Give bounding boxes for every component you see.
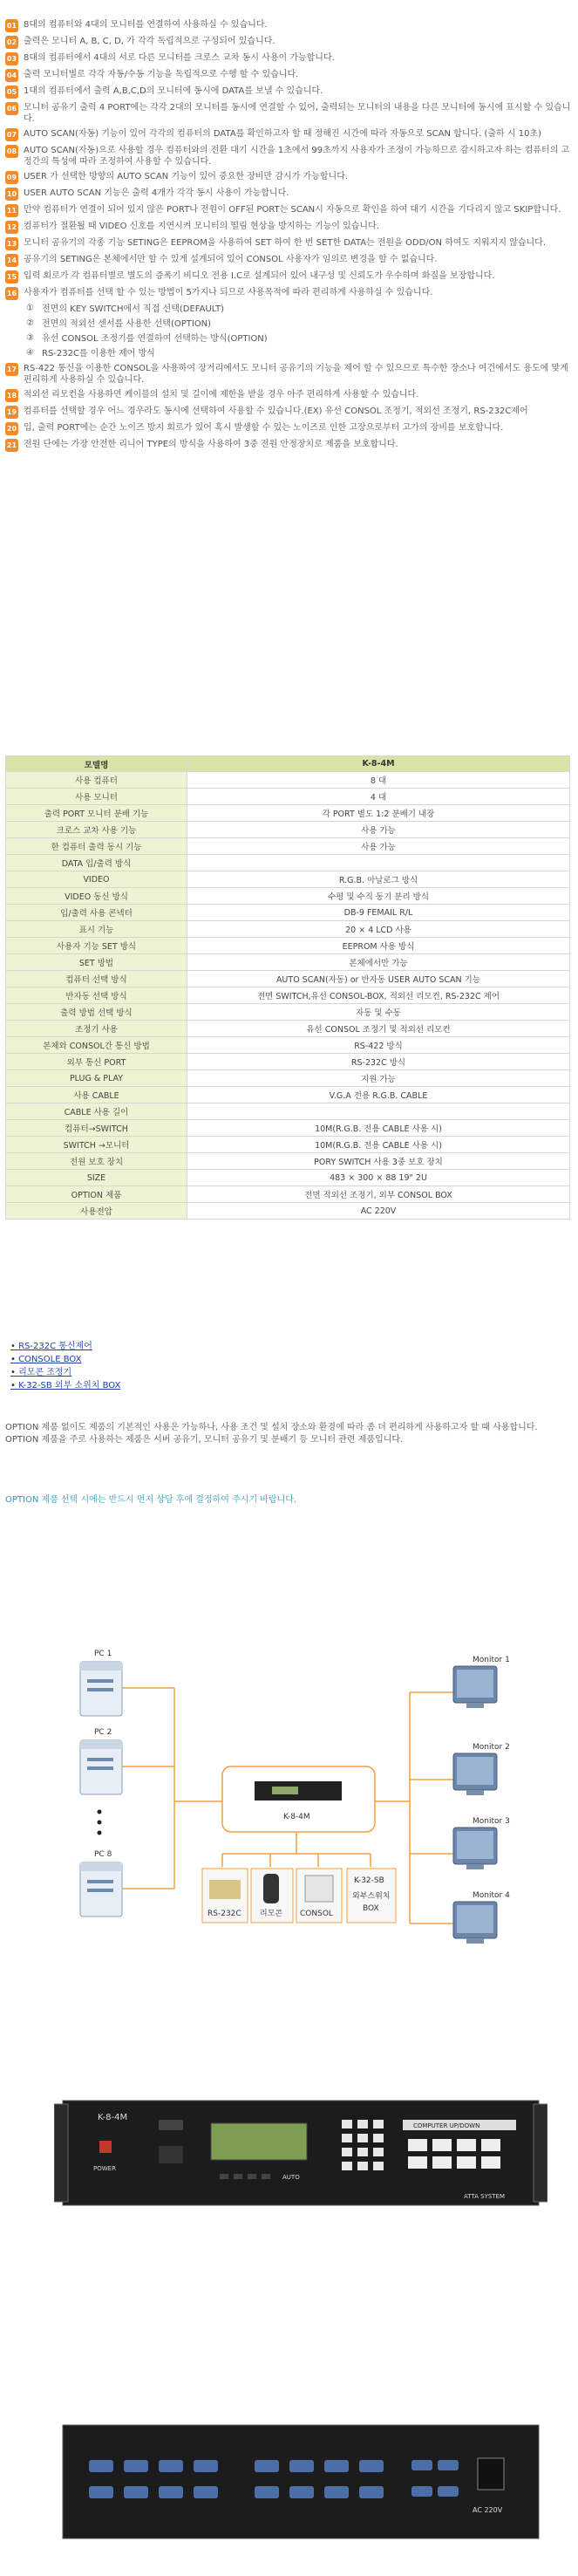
front-model-label: K-8-4M [98,2113,128,2122]
pc-8-icon [80,1862,122,1917]
spec-label: SWITCH →모니터 [6,1137,187,1153]
auto-label: AUTO [282,2174,300,2181]
spec-row [6,888,570,905]
feature-number-badge: 04 [5,69,18,82]
feature-item [5,188,572,201]
spec-row [6,987,570,1004]
pc-1-icon [80,1662,122,1716]
lcd-display [211,2123,307,2160]
feature-number-badge: 07 [5,128,18,141]
spec-row [6,1153,570,1170]
feature-item [5,36,572,49]
spec-row [6,1004,570,1021]
spec-row [6,1120,570,1137]
spec-row [6,954,570,971]
monitor-1-label: Monitor 1 [473,1656,510,1664]
selection-method-text: 유선 CONSOL 조정기를 연결하여 선택하는 방식(OPTION) [42,334,268,344]
monitor-2-icon [453,1753,497,1795]
feature-item [5,439,572,452]
feature-text: AUTO SCAN(자동)으로 사용할 경우 컴퓨터와의 전환 대기 시간을 1초에서 99초까지 사용자가 조정이 가능하므로 감시하고자 하는 컴퓨터의 고정간의 특성에 따라 조정하여 사용할 수 있습니다. [24,146,570,167]
spec-label: DATA 입/출력 방식 [6,855,187,871]
feature-text: 모니터 공유기의 각종 기능 SETING은 EEPROM을 사용하여 SET 하여 한 번 SET한 DATA는 전원을 ODD/ON 하여도 지워지지 않습니다. [24,238,547,248]
spec-value: 10M(R.G.B. 전용 CABLE 사용 시) [187,1120,570,1137]
spec-label: 사용 CABLE [6,1087,187,1104]
spec-label: SIZE [6,1170,187,1186]
front-panel-photo [54,2085,547,2216]
feature-text: 1대의 컴퓨터에서 출력 A,B,C,D의 모니터에 동시에 DATA를 보낼 수 있습니다. [24,86,323,96]
feature-text: 컴퓨터가 절환될 때 VIDEO 신호를 지연시켜 모니터의 떨림 현상을 방지하는 기능이 있습니다. [24,222,379,231]
monitor-3-icon [453,1828,497,1869]
pc-2-icon [80,1740,122,1794]
spec-value: DB-9 FEMAIL R/L [187,905,570,921]
spec-label: VIDEO 동신 방식 [6,888,187,905]
computer-updown-label: COMPUTER UP/DOWN [413,2122,480,2129]
option-paragraph-line2: OPTION 제품을 주로 사용하는 제품은 서버 공유기, 모니터 공유기 및 분배기 등 모니터 관련 제품입니다. [5,1435,404,1445]
spec-value: 자동 및 수동 [187,1004,570,1021]
feature-item [5,221,572,234]
feature-text: RS-422 통신을 이용한 CONSOL을 사용하여 장거리에서도 모니터 공유기의 기능을 제어 할 수 있으므로 특수한 장소나 여건에서도 용도에 맞게 편리하게 사용하실 수 있습니다. [24,364,568,385]
feature-item [5,254,572,267]
spec-label: 외부 통신 PORT [6,1054,187,1070]
selection-method-text: 전면의 적외선 센서를 사용한 선택(OPTION) [42,319,212,329]
spec-value: 사용 가능 [187,822,570,838]
monitor-2-label: Monitor 2 [473,1743,510,1752]
spec-row [6,971,570,987]
spec-value: 전면 적외선 조정기, 외부 CONSOL BOX [187,1186,570,1203]
feature-number-badge: 01 [5,19,18,32]
spec-value [187,855,570,871]
spec-row [6,905,570,921]
pc-1-label: PC 1 [94,1650,112,1658]
feature-number-badge: 20 [5,422,18,435]
feature-list [5,19,572,455]
spec-row [6,838,570,855]
feature-number-badge: 12 [5,221,18,234]
selection-method-mark: ① [26,304,34,313]
spec-header-label: 모델명 [6,756,187,772]
pc-8-label: PC 8 [94,1850,112,1859]
spec-value: 사용 가능 [187,838,570,855]
selection-method-item [26,304,572,315]
brand-label: ATTA SYSTEM [464,2193,506,2200]
spec-value: RS-422 방식 [187,1037,570,1054]
monitor-3-label: Monitor 3 [473,1817,510,1826]
spec-value: 수평 및 수직 동기 분리 방식 [187,888,570,905]
feature-number-badge: 10 [5,188,18,201]
feature-number-badge: 13 [5,237,18,250]
center-device-label: K-8-4M [283,1813,310,1821]
feature-text: 컴퓨터를 선택할 경우 어느 경우라도 동시에 선택하여 사용할 수 있습니다.(EX) 유선 CONSOL 조정기, 적외선 조정기, RS-232C제어 [24,407,528,416]
link-remote[interactable]: • 리모콘 조정기 [10,1366,120,1379]
feature-text: AUTO SCAN(자동) 기능이 있어 각각의 컴퓨터의 DATA를 확인하고자 할 때 정해진 시간에 따라 자동으로 SCAN 합니다. (출하 시 10초) [24,129,541,139]
spec-value: 각 PORT 별도 1:2 분배기 내장 [187,805,570,822]
spec-row [6,1186,570,1203]
feature-text: 사용자가 컴퓨터를 선택 할 수 있는 방법이 5가지나 되므로 사용목적에 따라 편리하게 사용하실 수 있습니다. [24,288,433,297]
spec-label: CABLE 사용 길이 [6,1104,187,1120]
connection-diagram [0,1553,578,2076]
spec-label: VIDEO [6,871,187,888]
feature-item [5,204,572,217]
feature-number-badge: 14 [5,254,18,267]
power-label: POWER [93,2165,116,2172]
feature-item [5,19,572,32]
feature-text: USER 가 선택한 방향의 AUTO SCAN 기능이 있어 중요한 장비만 감시가 가능합니다. [24,172,349,181]
link-console-box[interactable]: • CONSOLE BOX [10,1353,120,1366]
spec-value: V.G.A 전용 R.G.B. CABLE [187,1087,570,1104]
spec-label: 본체와 CONSOL간 통신 방법 [6,1037,187,1054]
option-notice: OPTION 제품 선택 시에는 반드시 먼저 상담 후에 결정하여 주시기 바랍니다. [5,1495,297,1505]
feature-text: 모니터 공유기 출력 4 PORT에는 각각 2대의 모니터를 동시에 연결할 수 있어, 출력되는 모니터의 내용을 다른 모니터에 동시에 표시할 수 있습니다. [24,103,571,124]
feature-item [5,389,572,402]
spec-label: 사용자 기능 SET 방식 [6,938,187,954]
feature-item [5,145,572,167]
selection-method-item [26,348,572,359]
feature-number-badge: 03 [5,52,18,65]
spec-label: 전원 보호 장치 [6,1153,187,1170]
feature-number-badge: 06 [5,102,18,115]
spec-label: 크로스 교차 사용 기능 [6,822,187,838]
consol-icon [305,1876,333,1902]
link-rs232c[interactable]: • RS-232C 통신제어 [10,1340,120,1353]
feature-number-badge: 08 [5,145,18,158]
spec-label: 반자동 선택 방식 [6,987,187,1004]
k32sb-label: K-32-SB [354,1876,384,1885]
option-links [10,1340,120,1392]
feature-text: 공유기의 SETING은 본체에서만 할 수 있게 설계되어 있어 CONSOL 사용자가 임의로 변경을 할 수 없습니다. [24,255,438,264]
feature-number-badge: 17 [5,363,18,376]
spec-value: 8 대 [187,772,570,789]
spec-row [6,1070,570,1087]
spec-row [6,1137,570,1153]
spec-value: AUTO SCAN(자동) or 반자동 USER AUTO SCAN 기능 [187,971,570,987]
spec-value: 483 × 300 × 88 19" 2U [187,1170,570,1186]
spec-value: 20 × 4 LCD 사용 [187,921,570,938]
spec-row [6,921,570,938]
spec-table [5,755,570,1220]
feature-item [5,406,572,419]
spec-row [6,871,570,888]
spec-value: RS-232C 방식 [187,1054,570,1070]
spec-label: 조정기 사용 [6,1021,187,1037]
spec-row [6,1037,570,1054]
feature-text: 8대의 컴퓨터에서 4대의 서로 다른 모니터를 크로스 교차 동시 사용이 가능합니다. [24,53,335,63]
spec-value: 유선 CONSOL 조정기 및 적외선 리모컨 [187,1021,570,1037]
feature-item [5,363,572,386]
spec-row [6,1087,570,1104]
spec-label: 사용 컴퓨터 [6,772,187,789]
ellipsis-dots [98,1810,102,1835]
spec-label: SET 방법 [6,954,187,971]
spec-row [6,1104,570,1120]
spec-value: 10M(R.G.B. 전용 CABLE 사용 시) [187,1137,570,1153]
spec-label: 사용 모니터 [6,789,187,805]
rs232c-label: RS-232C [207,1910,241,1918]
feature-text: 출력 모니터별로 각각 자동/수동 기능을 독립적으로 수행 할 수 있습니다. [24,70,299,79]
spec-label: OPTION 제품 [6,1186,187,1203]
voltage-label: AC 220V [473,2506,503,2514]
spec-value: R.G.B. 아날로그 방식 [187,871,570,888]
feature-text: 출력은 모니터 A, B, C, D, 가 각각 독립적으로 구성되어 있습니다. [24,37,275,46]
spec-row [6,789,570,805]
feature-number-badge: 02 [5,36,18,49]
selection-method-mark: ② [26,318,34,328]
feature-number-badge: 18 [5,389,18,402]
spec-label: 입/출력 사용 콘넥터 [6,905,187,921]
feature-number-badge: 21 [5,439,18,452]
k32sb-label-2: 외부스위치 [352,1892,391,1901]
option-paragraph [5,1422,572,1446]
feature-number-badge: 09 [5,171,18,184]
spec-row [6,1054,570,1070]
feature-item [5,102,572,125]
spec-label: 사용전압 [6,1203,187,1220]
feature-number-badge: 11 [5,204,18,217]
feature-number-badge: 15 [5,270,18,284]
spec-row [6,805,570,822]
power-button[interactable] [99,2141,112,2153]
spec-value: 4 대 [187,789,570,805]
rear-panel-photo [54,2408,547,2556]
selection-method-item [26,318,572,330]
feature-item [5,52,572,65]
feature-number-badge: 16 [5,287,18,300]
feature-item [5,171,572,184]
rs232c-icon [209,1880,241,1899]
feature-text: 8대의 컴퓨터와 4대의 모니터를 연결하여 사용하실 수 있습니다. [24,20,268,30]
feature-text: 입, 출력 PORT에는 순간 노이즈 방지 회로가 있어 혹시 발생할 수 있는 노이즈로 인한 고장으로부터 고가의 장비를 보호합니다. [24,423,504,433]
spec-header-row [6,756,570,772]
feature-text: USER AUTO SCAN 기능은 출력 4개가 각각 동시 사용이 가능합니다. [24,188,289,198]
link-k32sb[interactable]: • K-32-SB 외부 소위치 BOX [10,1379,120,1392]
spec-label: PLUG & PLAY [6,1070,187,1087]
spec-label: 출력 PORT 모니터 분배 기능 [6,805,187,822]
remote-icon [263,1874,279,1903]
feature-item [5,85,572,99]
rear-panel-body [63,2425,539,2538]
monitor-4-label: Monitor 4 [473,1891,510,1900]
spec-row [6,855,570,871]
power-socket [478,2458,504,2490]
k32sb-label-3: BOX [363,1904,379,1913]
spec-value: PORY SWITCH 사용 3중 보호 장치 [187,1153,570,1170]
feature-text: 적외선 리모컨을 사용하면 케이블의 설치 및 길이에 제한을 받을 경우 아주 편리하게 사용할 수 있습니다. [24,390,419,400]
monitor-1-icon [453,1666,497,1708]
spec-value: 전면 SWITCH,유선 CONSOL-BOX, 적외선 리모컨, RS-232C 제어 [187,987,570,1004]
feature-item [5,422,572,435]
feature-text: 만약 컴퓨터가 연결이 되어 있지 않은 PORT나 전원이 OFF된 PORT는 SCAN시 자동으로 확인을 하여 대기 시간을 기다리지 않고 SKIP합니다. [24,205,561,215]
spec-row [6,772,570,789]
feature-number-badge: 19 [5,406,18,419]
spec-label: 표시 기능 [6,921,187,938]
selection-method-mark: ③ [26,333,34,343]
selection-method-item [26,333,572,345]
feature-item [5,128,572,141]
selection-method-text: RS-232C를 이용한 제어 방식 [42,349,155,359]
feature-number-badge: 05 [5,85,18,99]
spec-value: 본체에서만 가능 [187,954,570,971]
feature-item [5,287,572,300]
spec-header-value: K-8-4M [187,756,570,772]
spec-value [187,1104,570,1120]
remote-label: 리모콘 [260,1910,283,1918]
feature-item [5,270,572,284]
spec-row [6,938,570,954]
selection-method-text: 전면의 KEY SWITCH에서 직접 선택(DEFAULT) [42,304,224,314]
spec-row [6,1021,570,1037]
monitor-4-icon [453,1902,497,1944]
spec-label: 한 컴퓨터 출력 동시 기능 [6,838,187,855]
selection-method-mark: ④ [26,348,34,358]
spec-label: 컴퓨터→SWITCH [6,1120,187,1137]
spec-row [6,1203,570,1220]
spec-row [6,1170,570,1186]
feature-item [5,69,572,82]
feature-text: 입력 회로가 각 컴퓨터별로 별도의 증폭기 비디오 전용 I.C로 설계되어 있어 내구성 및 신뢰도가 우수하며 화질을 보장합니다. [24,271,495,281]
spec-value: AC 220V [187,1203,570,1220]
option-paragraph-line1: OPTION 제품 없이도 제품의 기본적인 사용은 가능하나, 사용 조건 및 설치 장소와 환경에 따라 좀 더 편리하게 사용하고자 할 때 사용합니다. [5,1423,538,1432]
pc-2-label: PC 2 [94,1728,112,1737]
spec-row [6,822,570,838]
spec-label: 컴퓨터 선택 방식 [6,971,187,987]
consol-label: CONSOL [300,1910,333,1918]
spec-value: 지원 가능 [187,1070,570,1087]
spec-label: 출력 방법 선택 방식 [6,1004,187,1021]
spec-value: EEPROM 사용 방식 [187,938,570,954]
feature-item [5,237,572,250]
feature-text: 전원 단에는 가장 안전한 리니어 TYPE의 방식을 사용하여 3중 전원 안정장치로 제품을 보호합니다. [24,440,398,449]
